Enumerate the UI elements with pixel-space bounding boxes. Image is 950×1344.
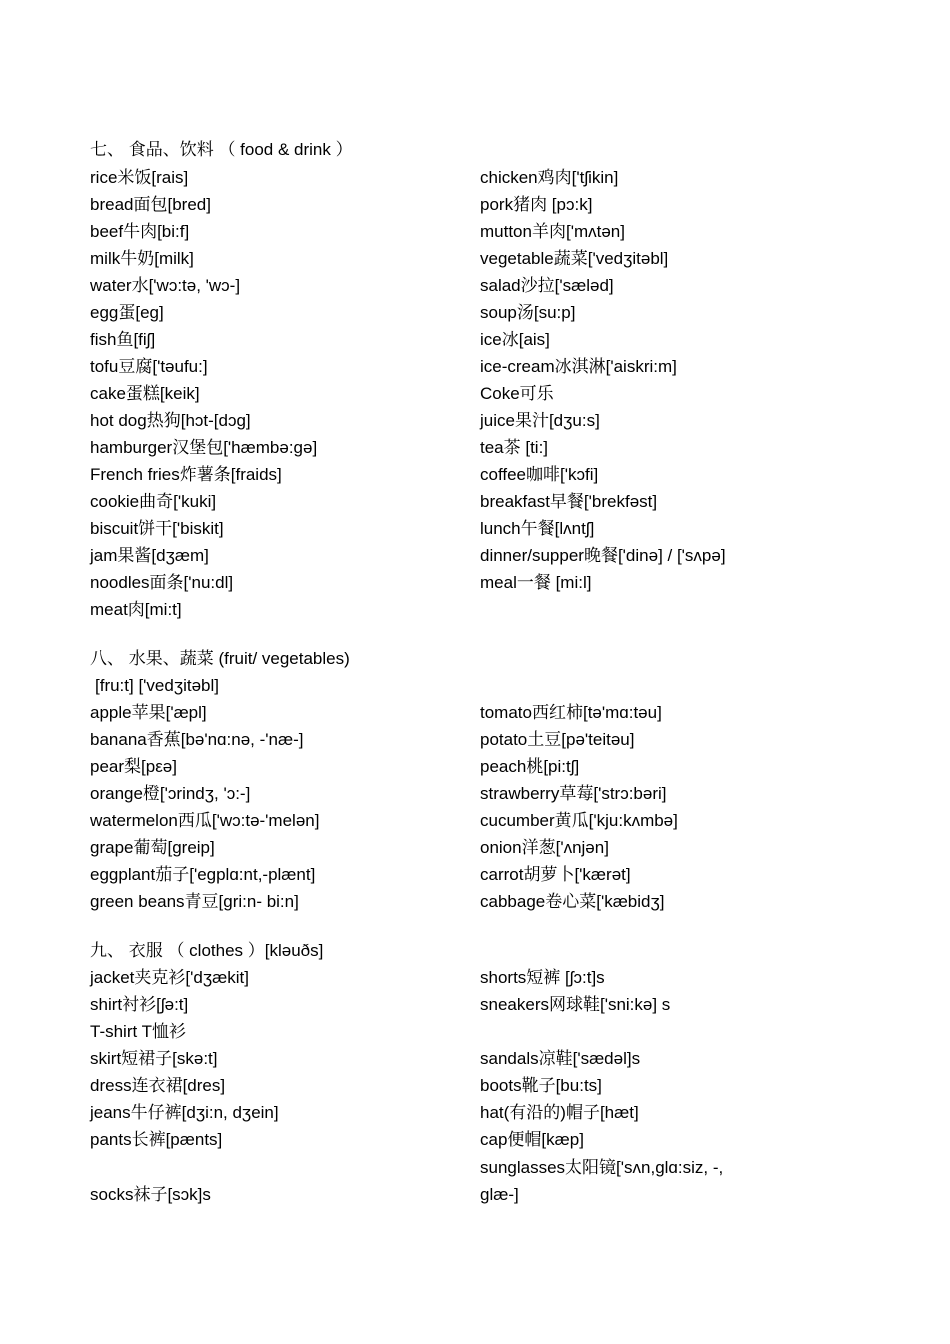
vocab-item: potato土豆[pə'teitəu] xyxy=(480,730,635,749)
vocab-item: shorts短裤 [ʃɔ:t]s xyxy=(480,968,605,987)
vocab-item: pants长裤[pænts] xyxy=(90,1130,223,1149)
vocab-item: egg蛋[eg] xyxy=(90,303,164,322)
vocab-item: sandals凉鞋['sædəl]s xyxy=(480,1049,641,1068)
vocab-item: cucumber黄瓜['kju:kʌmbə] xyxy=(480,811,678,830)
vocab-item: green beans青豆[gri:n- bi:n] xyxy=(90,892,299,911)
vocab-item: peach桃[pi:tʃ] xyxy=(480,757,580,776)
vocab-item: jacket夹克衫['dʒækit] xyxy=(90,968,249,987)
vocab-item: rice米饭[rais] xyxy=(90,168,189,187)
vocab-item: lunch午餐[lʌntʃ] xyxy=(480,519,595,538)
vocab-item: pear梨[pεə] xyxy=(90,757,177,776)
vocab-item: dress连衣裙[dres] xyxy=(90,1076,226,1095)
vocab-item: fish鱼[fiʃ] xyxy=(90,330,156,349)
vocab-item: meat肉[mi:t] xyxy=(90,600,182,619)
vocab-item: sneakers网球鞋['sni:kə] s xyxy=(480,995,671,1014)
vocab-item: tea茶 [ti:] xyxy=(480,438,549,457)
vocab-item: mutton羊肉['mʌtən] xyxy=(480,222,625,241)
vocab-item: cap便帽[kæp] xyxy=(480,1130,584,1149)
vocab-item: T-shirt T恤衫 xyxy=(90,1022,187,1041)
vocab-item: French fries炸薯条[fraids] xyxy=(90,465,282,484)
section-heading-food-drink: 七、 食品、饮料 （ food & drink ） xyxy=(90,140,353,159)
vocab-item: hat(有沿的)帽子[hæt] xyxy=(480,1103,639,1122)
vocab-item: salad沙拉['sæləd] xyxy=(480,276,614,295)
vocab-item: sunglasses太阳镜['sʌn,glɑ:siz, -, xyxy=(480,1158,724,1177)
vocab-item: dinner/supper晚餐['dinə] / ['sʌpə] xyxy=(480,546,726,565)
vocab-item: boots靴子[bu:ts] xyxy=(480,1076,602,1095)
vocab-item: shirt衬衫[ʃə:t] xyxy=(90,995,189,1014)
section-subheading-phonetics: [fru:t] ['vedʒitəbl] xyxy=(95,676,220,695)
vocab-item: onion洋葱['ʌnjən] xyxy=(480,838,609,857)
vocab-item: beef牛肉[bi:f] xyxy=(90,222,190,241)
vocab-item: tomato西红柿[tə'mɑ:təu] xyxy=(480,703,662,722)
section-heading-clothes: 九、 衣服 （ clothes ）[kləuðs] xyxy=(90,941,324,960)
vocab-item: eggplant茄子['egplɑ:nt,-plænt] xyxy=(90,865,316,884)
vocab-item: apple苹果['æpl] xyxy=(90,703,207,722)
vocab-item: vegetable蔬菜['vedʒitəbl] xyxy=(480,249,669,268)
vocab-item: juice果汁[dʒu:s] xyxy=(480,411,600,430)
vocab-item: hot dog热狗[hɔt-[dɔg] xyxy=(90,411,251,430)
vocab-item: ice冰[ais] xyxy=(480,330,550,349)
vocab-item: meal一餐 [mi:l] xyxy=(480,573,592,592)
vocab-item: Coke可乐 xyxy=(480,384,554,403)
vocab-item: cookie曲奇['kuki] xyxy=(90,492,217,511)
vocab-item: hamburger汉堡包['hæmbə:gə] xyxy=(90,438,318,457)
vocab-item: coffee咖啡['kɔfi] xyxy=(480,465,599,484)
vocab-item: breakfast早餐['brekfəst] xyxy=(480,492,658,511)
vocab-item: jeans牛仔裤[dʒi:n, dʒein] xyxy=(90,1103,279,1122)
vocab-item: water水['wɔ:tə, 'wɔ-] xyxy=(90,276,241,295)
vocab-item: bread面包[bred] xyxy=(90,195,211,214)
vocab-item: grape葡萄[greip] xyxy=(90,838,215,857)
vocab-item: cake蛋糕[keik] xyxy=(90,384,200,403)
vocab-item: chicken鸡肉['tʃikin] xyxy=(480,168,619,187)
vocab-item: banana香蕉[bə'nɑ:nə, -'næ-] xyxy=(90,730,304,749)
vocab-item: jam果酱[dʒæm] xyxy=(90,546,209,565)
vocab-item: milk牛奶[milk] xyxy=(90,249,194,268)
vocab-item: skirt短裙子[skə:t] xyxy=(90,1049,218,1068)
vocab-item-continued: glæ-] xyxy=(480,1185,519,1204)
vocab-item: ice-cream冰淇淋['aiskri:m] xyxy=(480,357,677,376)
vocab-item: tofu豆腐['təufu:] xyxy=(90,357,208,376)
vocab-item: watermelon西瓜['wɔ:tə-'melən] xyxy=(90,811,320,830)
vocab-item: noodles面条['nu:dl] xyxy=(90,573,234,592)
vocab-item: socks袜子[sɔk]s xyxy=(90,1185,211,1204)
vocab-item: biscuit饼干['biskit] xyxy=(90,519,224,538)
vocab-item: orange橙['ɔrindʒ, 'ɔ:-] xyxy=(90,784,251,803)
vocab-item: pork猪肉 [pɔ:k] xyxy=(480,195,593,214)
vocab-item: cabbage卷心菜['kæbidʒ] xyxy=(480,892,665,911)
vocab-item: strawberry草莓['strɔ:bəri] xyxy=(480,784,667,803)
vocab-item: carrot胡萝卜['kærət] xyxy=(480,865,631,884)
section-heading-fruit-vegetables: 八、 水果、蔬菜 (fruit/ vegetables) xyxy=(90,649,350,668)
vocab-item: soup汤[su:p] xyxy=(480,303,576,322)
